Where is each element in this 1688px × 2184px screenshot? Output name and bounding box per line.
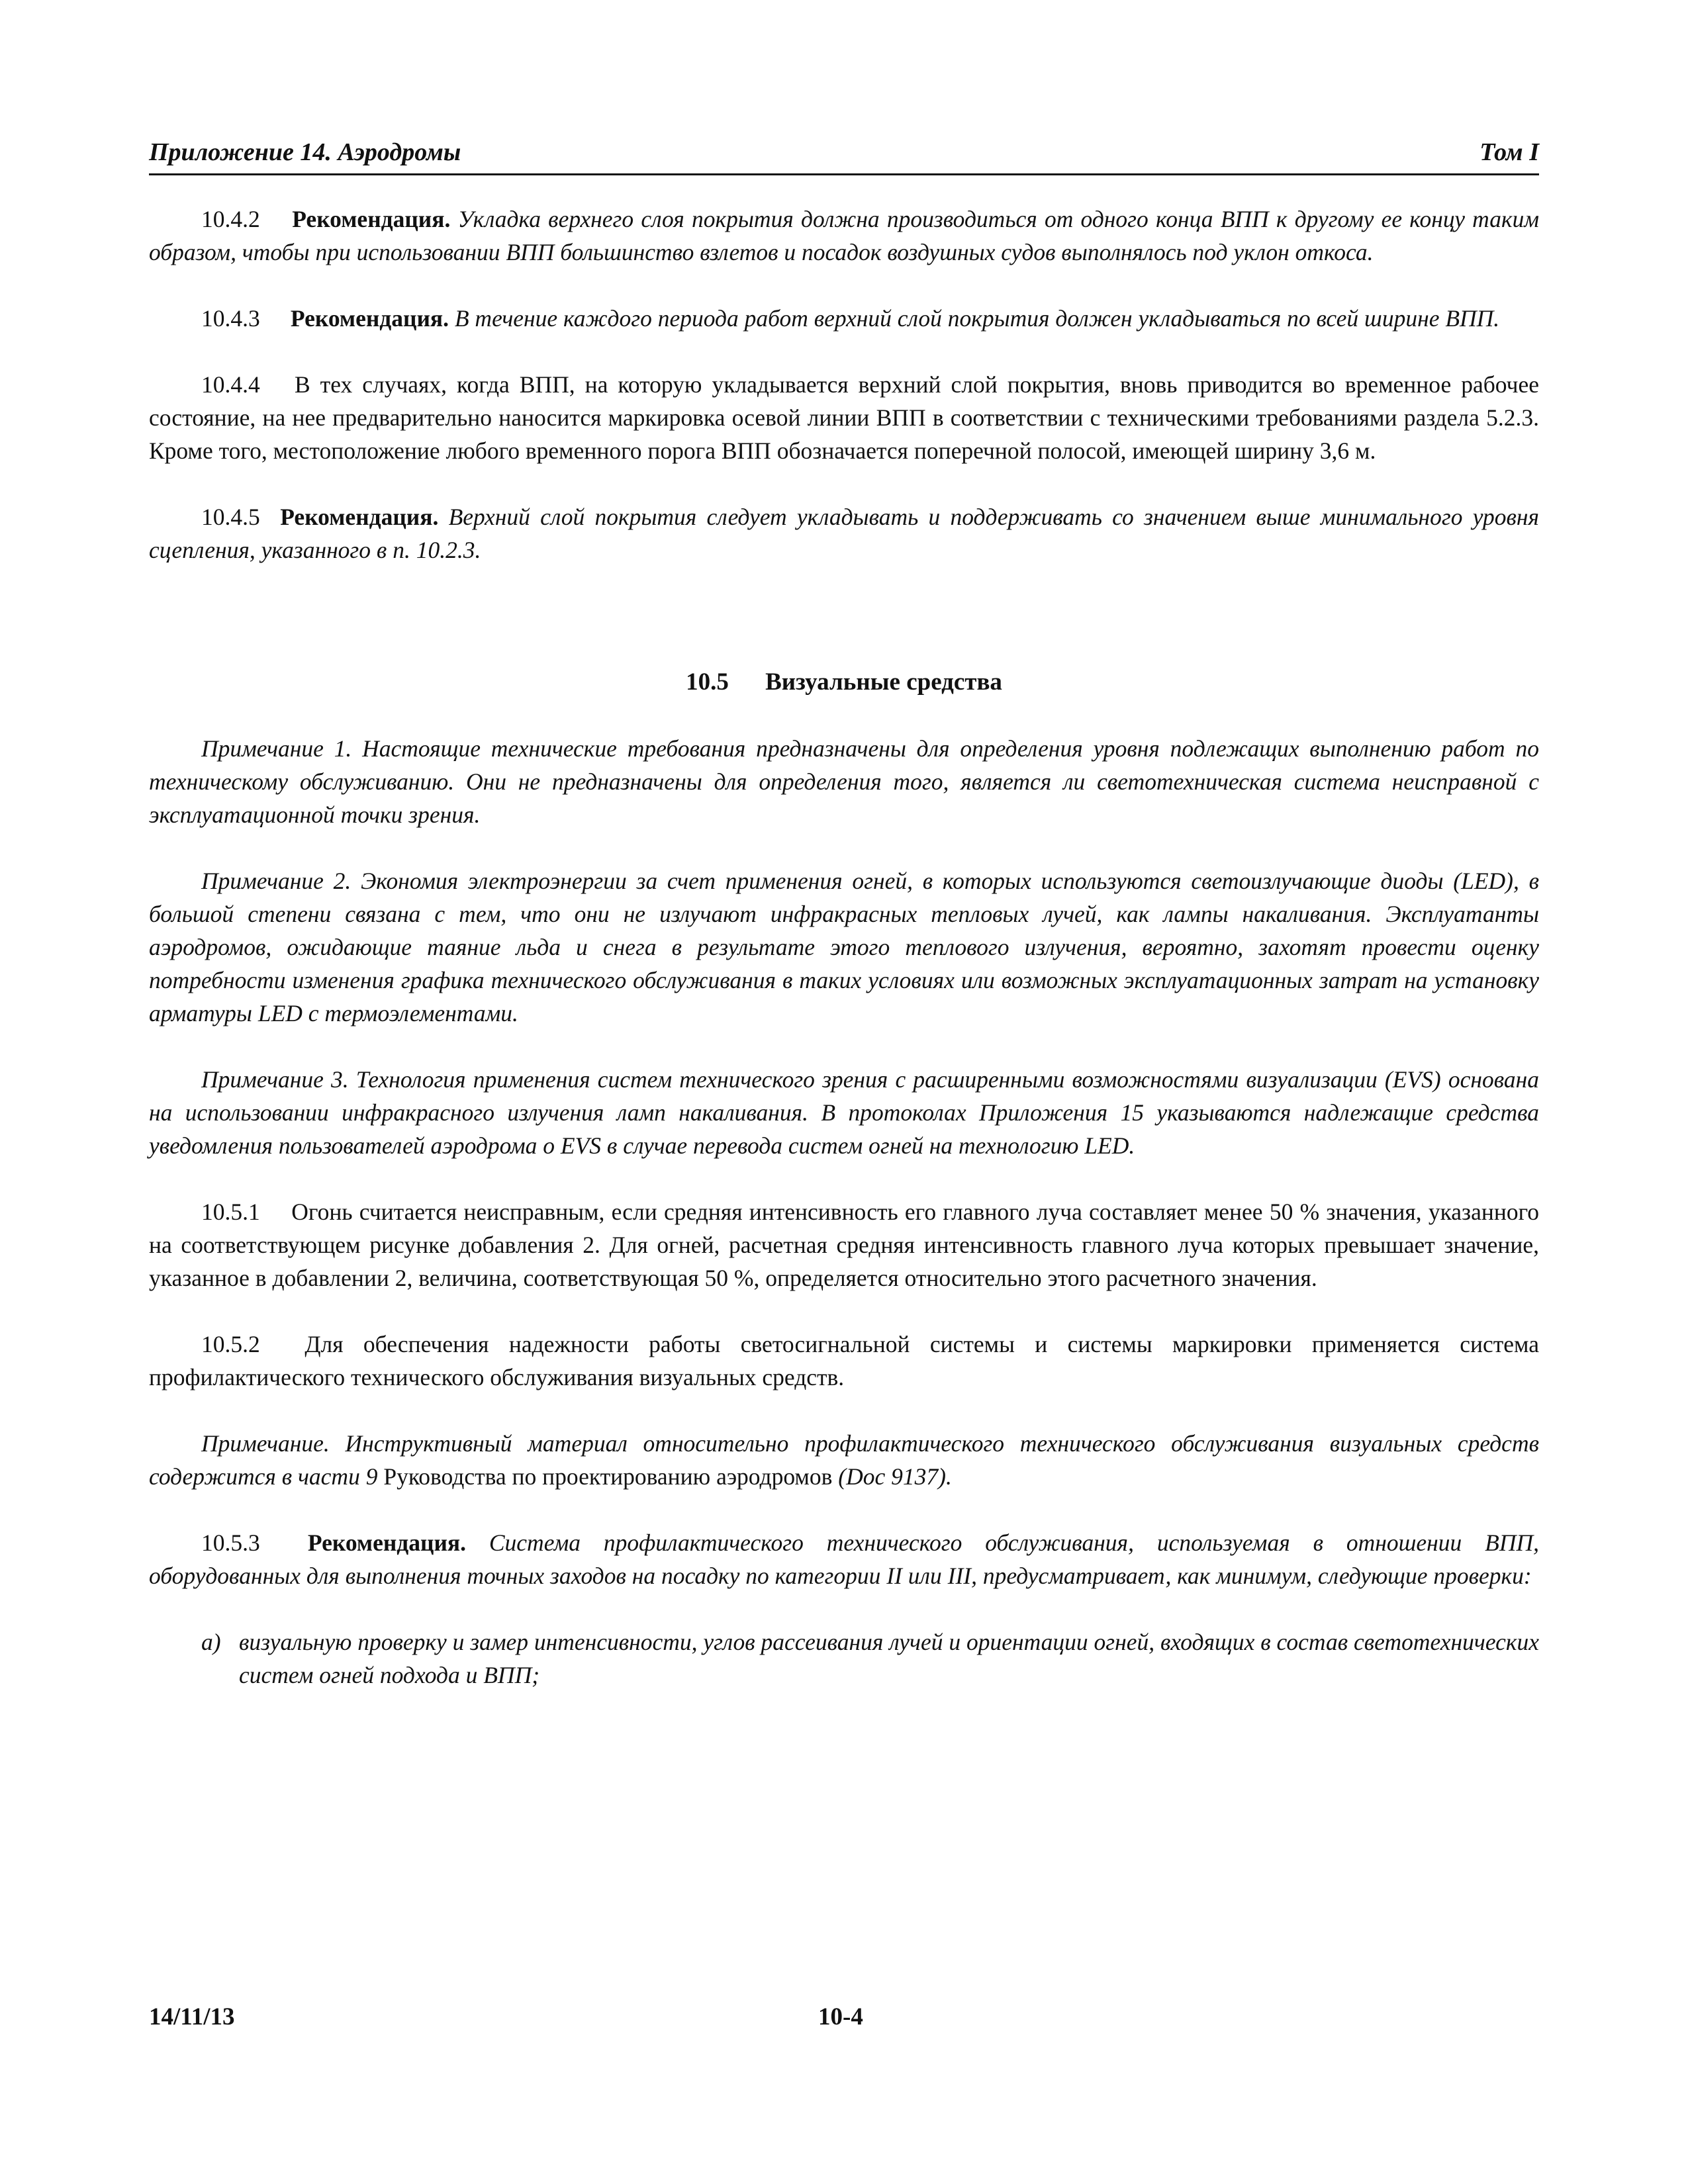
footer-page-number: 10-4 [818, 2003, 863, 2030]
note-2: Примечание 2. Экономия электроэнергии за счет применения огней, в которых используются светоизлучающие диоды (LED), в большой степени связана с тем, что они не излучают инфракрасных тепловых лучей, как лампы накаливания. Эксплуатанты аэродромов, ожидающие таяние льда и снега в результате этого теплового излучения, вероятно, захотят провести оценку потребности изменения графика технического обслуживания в таких условиях или возможных эксплуатационных затрат на установку арматуры LED с термоэлементами. [149, 868, 1539, 1026]
recommendation-label: Рекомендация. [307, 1529, 466, 1556]
paragraph-text: Система профилактического технического обслуживания, используемая в отношении ВПП, оборудованных для выполнения точных заходов на посадку по категории II или III, предусматривает, как минимум, следующие проверки: [149, 1529, 1539, 1589]
footer-date: 14/11/13 [149, 2003, 235, 2030]
section-heading [149, 666, 1539, 699]
doc-title-reference: Руководства по проектированию аэродромов [383, 1463, 833, 1490]
paragraph-number: 10.4.5 [201, 504, 260, 530]
paragraph-10-4-5 [149, 500, 1539, 567]
paragraph-text: Укладка верхнего слоя покрытия должна производиться от одного конца ВПП к другому ее концу таким образом, чтобы при использовании ВПП большинство взлетов и посадок воздушных судов выполнялось под уклон откоса. [149, 206, 1539, 265]
doc-number-reference: (Doc 9137). [838, 1463, 952, 1490]
note-text: Примечание. Инструктивный материал относительно профилактического технического обслуживания визуальных средств содержится в части 9 [149, 1430, 1539, 1490]
paragraph-number: 10.4.2 [201, 206, 260, 232]
paragraph-text: Верхний слой покрытия следует укладывать и поддерживать со значением выше минимального уровня сцепления, указанного в п. 10.2.3. [149, 504, 1540, 563]
paragraph-text: В тех случаях, когда ВПП, на которую укладывается верхний слой покрытия, вновь приводится во временное рабочее состояние, на нее предварительно наносится маркировка осевой линии ВПП в соответствии с техническими требованиями раздела 5.2.3. Кроме того, местоположение любого временного порога ВПП обозначается поперечной полосой, имеющей ширину 3,6 м. [149, 371, 1539, 464]
paragraph-10-4-2 [149, 203, 1539, 269]
paragraph-10-5-2 [149, 1328, 1539, 1394]
list-marker: a) [201, 1629, 221, 1655]
paragraph-10-4-4 [149, 368, 1539, 467]
paragraph-number: 10.5.2 [201, 1331, 260, 1357]
paragraph-10-5-3 [149, 1526, 1539, 1592]
note-3: Примечание 3. Технология применения систем технического зрения с расширенными возможностями визуализации (EVS) основана на использовании инфракрасного излучения ламп накаливания. В протоколах Приложения 15 указываются надлежащие средства уведомления пользователей аэродрома о EVS в случае перевода систем огней на технологию LED. [149, 1066, 1539, 1159]
header-volume: Том I [1479, 138, 1539, 166]
recommendation-label: Рекомендация. [290, 305, 449, 332]
section-title: Визуальные средства [765, 668, 1002, 696]
note-guidance-material [149, 1427, 1539, 1493]
list-item-text: визуальную проверку и замер интенсивности, углов рассеивания лучей и ориентации огней, входящих в состав светотехнических систем огней подхода и ВПП; [239, 1629, 1539, 1688]
paragraph-text: Для обеспечения надежности работы светосигнальной системы и системы маркировки применяется система профилактического технического обслуживания визуальных средств. [149, 1331, 1540, 1390]
list-item-a [149, 1625, 1539, 1692]
recommendation-label: Рекомендация. [280, 504, 439, 530]
header-annex-title: Приложение 14. Аэродромы [149, 138, 461, 166]
paragraph-number: 10.4.3 [201, 305, 260, 332]
note-1: Примечание 1. Настоящие технические требования предназначены для определения уровня подлежащих выполнению работ по техническому обслуживанию. Они не предназначены для определения того, является ли светотехническая система неисправной с эксплуатационной точки зрения. [149, 735, 1539, 828]
paragraph-text: Огонь считается неисправным, если средняя интенсивность его главного луча составляет менее 50 % значения, указанного на соответствующем рисунке добавления 2. Для огней, расчетная средняя интенсивность главного луча которых превышает значение, указанное в добавлении 2, величина, соответствующая 50 %, определяется относительно этого расчетного значения. [149, 1199, 1539, 1291]
paragraph-text: В течение каждого периода работ верхний слой покрытия должен укладываться по всей ширине ВПП. [454, 305, 1500, 332]
paragraph-number: 10.5.1 [201, 1199, 260, 1225]
paragraph-10-4-3 [149, 302, 1539, 335]
paragraph-number: 10.4.4 [201, 371, 260, 398]
body-text [149, 203, 1539, 1725]
section-number: 10.5 [686, 668, 729, 696]
recommendation-label: Рекомендация. [292, 206, 451, 232]
paragraph-number: 10.5.3 [201, 1529, 260, 1556]
page-header [149, 132, 1539, 175]
paragraph-10-5-1 [149, 1195, 1539, 1295]
